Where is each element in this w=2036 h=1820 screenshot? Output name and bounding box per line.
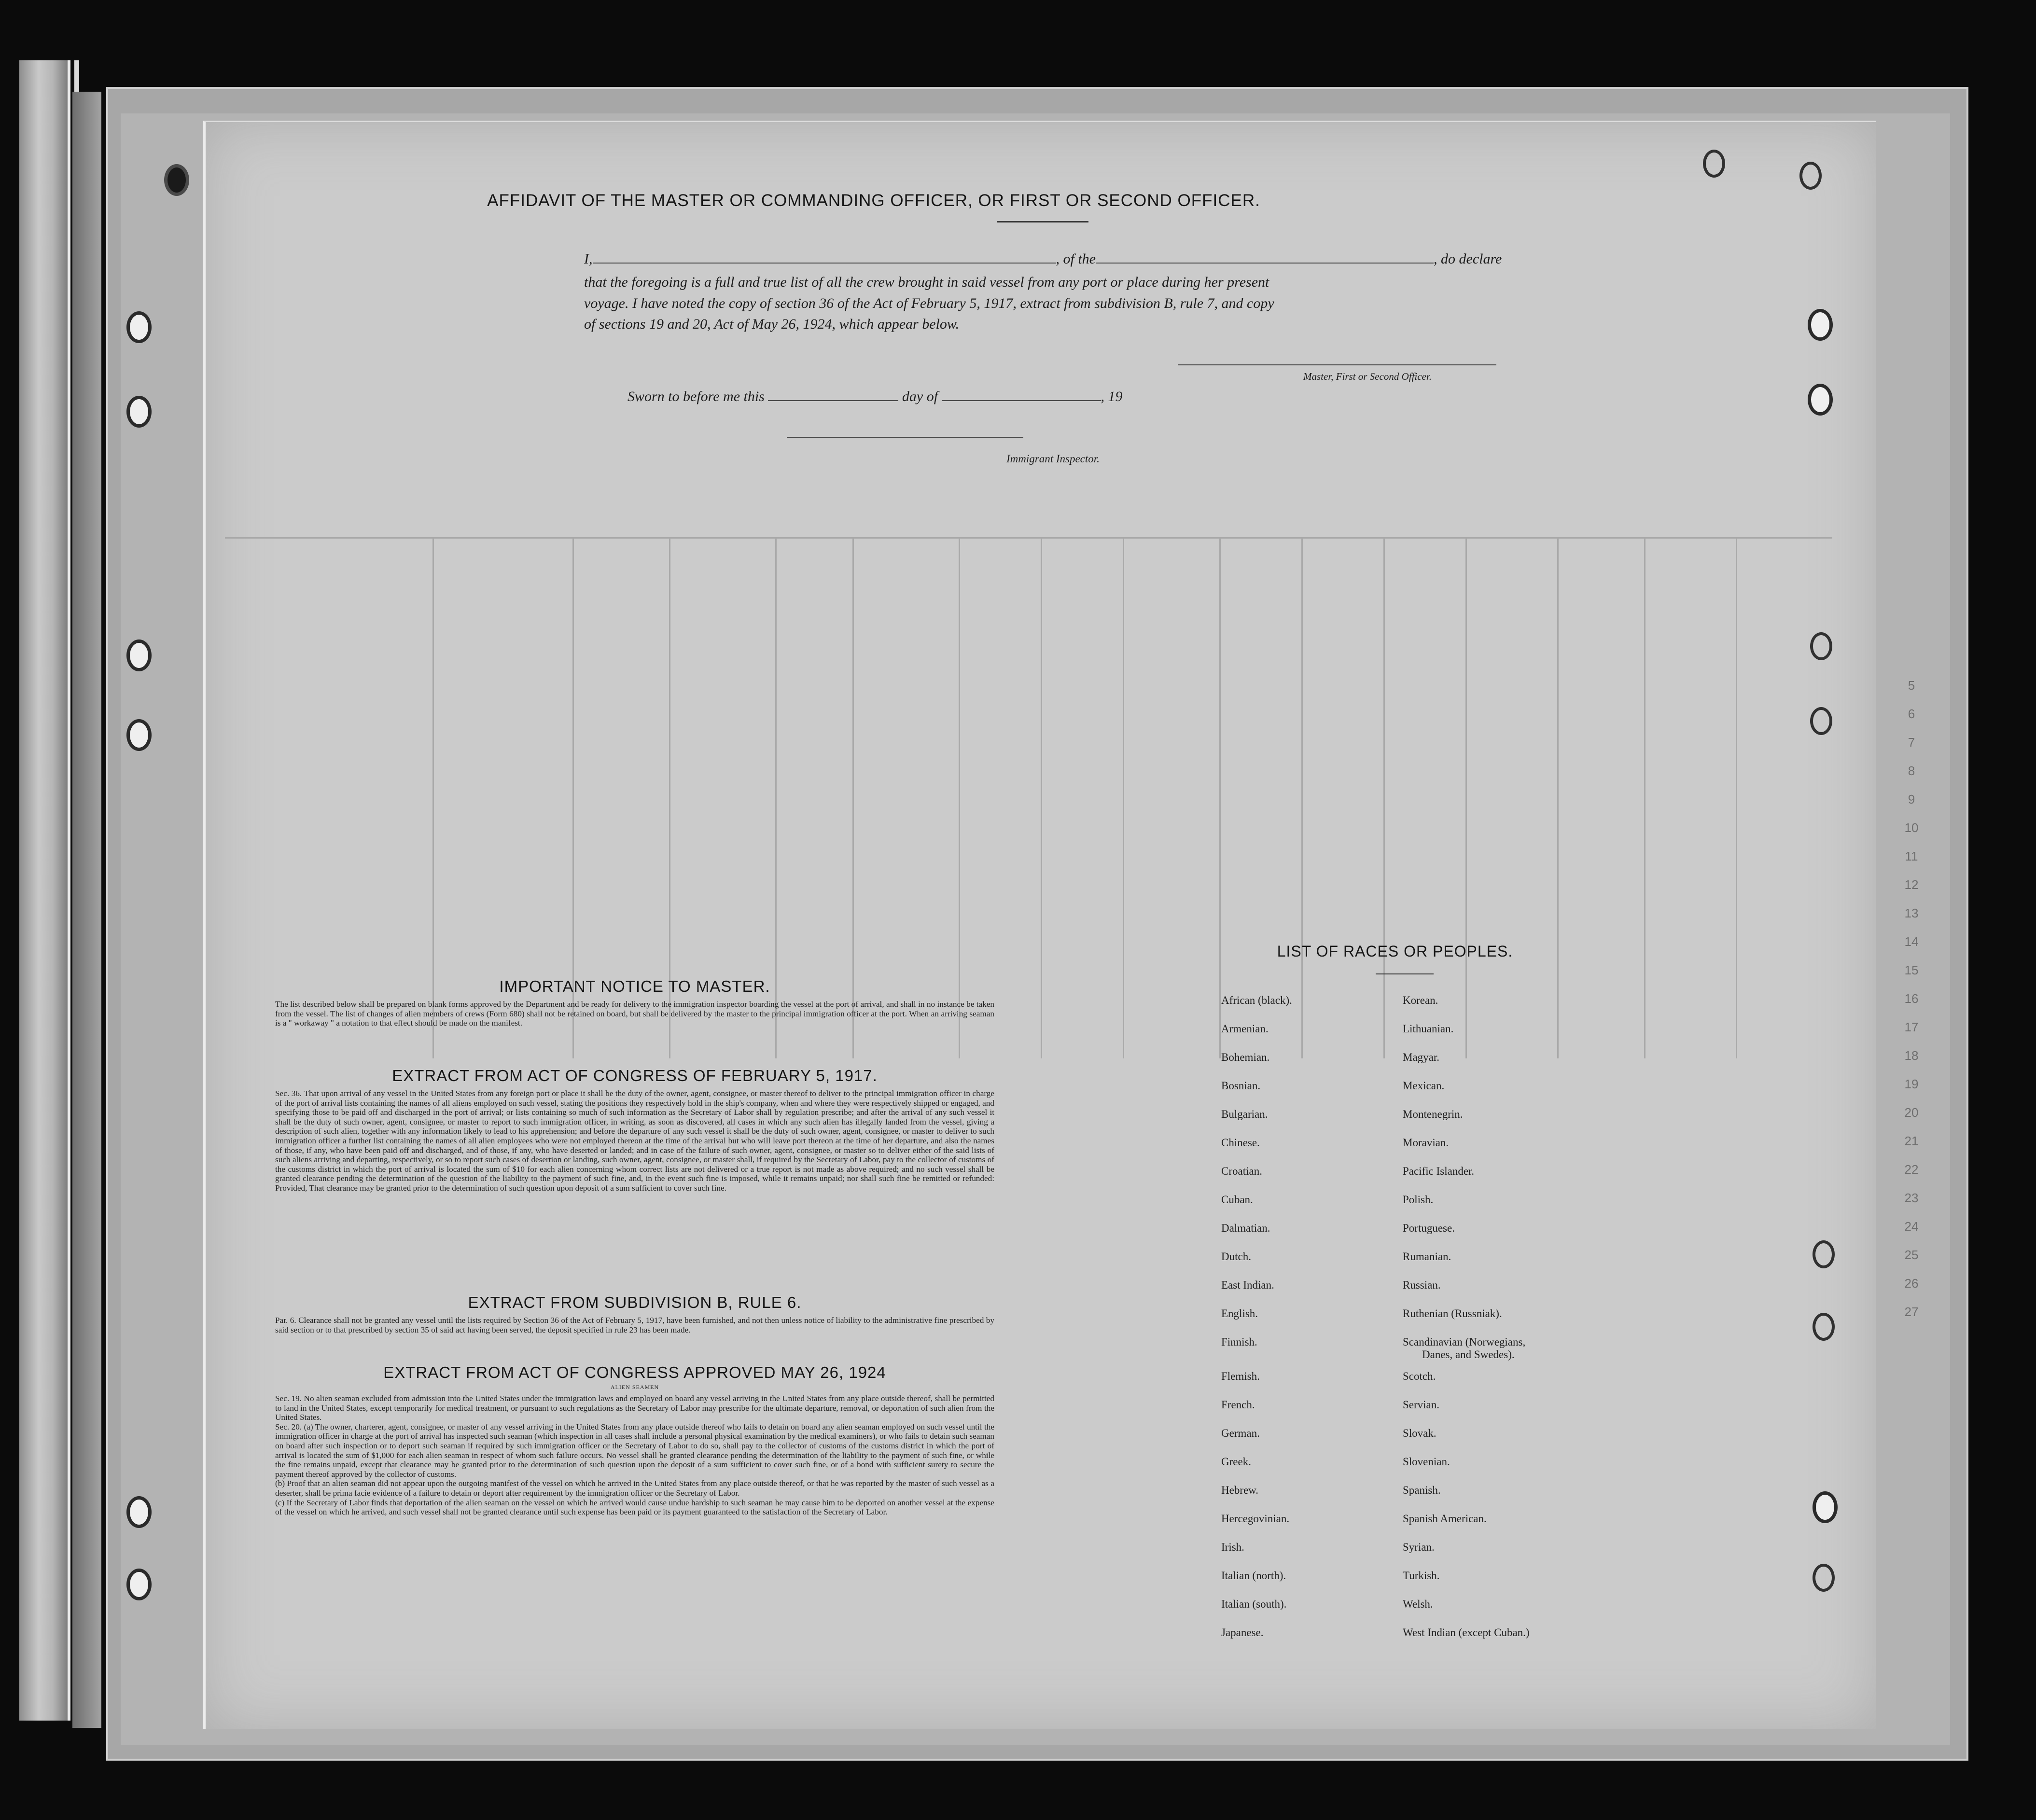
- margin-row-number: 7: [1908, 735, 1915, 750]
- extract-1924-sec19: Sec. 19. No alien seaman excluded from admission into the United States under the immigration laws and employed on board any vessel arriving in the United States from any place outside thereof, shall be permitted to land in the United States, except temporarily for medical treatment, or pursuant to such regulations as the Secretary of Labor may prescribe for the ultimate departure, removal, or deportation of such alien from the United States.: [275, 1394, 994, 1422]
- binder-ring: [1813, 1313, 1835, 1341]
- column-rule: [1219, 537, 1221, 1058]
- binder-hole: [164, 164, 189, 196]
- binder-ring: [1810, 632, 1832, 660]
- race-item: Greek.: [1221, 1456, 1251, 1468]
- extract-1924-subtitle: ALIEN SEAMEN: [610, 1384, 659, 1390]
- extract-1924-section: [275, 1363, 994, 1517]
- races-list-title: LIST OF RACES OR PEOPLES.: [1277, 943, 1513, 960]
- affidavit-title: AFFIDAVIT OF THE MASTER OR COMMANDING OFFICER, OR FIRST OR SECOND OFFICER.: [487, 191, 1260, 210]
- affidavit-line-4: of sections 19 and 20, Act of May 26, 1924, which appear below.: [584, 316, 960, 332]
- race-item: Scandinavian (Norwegians, Danes, and Swedes).: [1403, 1336, 1526, 1361]
- race-item: West Indian (except Cuban.): [1403, 1626, 1530, 1639]
- binder-hole: [1813, 1491, 1838, 1523]
- race-item: Flemish.: [1221, 1370, 1260, 1382]
- race-item: German.: [1221, 1427, 1260, 1439]
- vessel-fill-line[interactable]: [1096, 251, 1434, 264]
- binder-hole: [1808, 309, 1833, 341]
- left-binding-strip: [19, 60, 70, 1721]
- race-item: Hebrew.: [1221, 1484, 1259, 1496]
- column-rule: [1736, 537, 1737, 1058]
- race-item: Hercegovinian.: [1221, 1513, 1290, 1525]
- race-item: Bohemian.: [1221, 1051, 1270, 1063]
- race-item: Dutch.: [1221, 1250, 1251, 1263]
- column-rule: [1644, 537, 1646, 1058]
- column-rule: [1041, 537, 1042, 1058]
- margin-row-number: 18: [1904, 1048, 1919, 1063]
- affidavit-line-3: voyage. I have noted the copy of section 36 of the Act of February 5, 1917, extract from subdivision B, rule 7, and copy: [584, 295, 1274, 311]
- extract-rule6-body: Par. 6. Clearance shall not be granted any vessel until the lists required by Section 36 of the Act of February 5, 1917, have been furnished, and not then unless notice of liability to the administrative fine prescribed by said section or to that prescribed by section 35 of said act having been served, the deposit specified in rule 23 has been made.: [275, 1316, 994, 1334]
- race-item: Bulgarian.: [1221, 1108, 1268, 1120]
- affidavit-i: I,: [584, 251, 593, 267]
- race-item: Russian.: [1403, 1279, 1441, 1291]
- sworn-line: [628, 389, 1123, 405]
- race-item: Scotch.: [1403, 1370, 1436, 1382]
- race-item: Lithuanian.: [1403, 1023, 1454, 1035]
- race-item: African (black).: [1221, 994, 1292, 1006]
- binder-edge: [72, 92, 101, 1728]
- race-item: Montenegrin.: [1403, 1108, 1463, 1120]
- margin-row-number: 17: [1904, 1020, 1919, 1034]
- name-fill-line[interactable]: [593, 251, 1056, 264]
- binder-ring: [1810, 707, 1832, 735]
- race-item: Italian (north).: [1221, 1570, 1286, 1582]
- extract-1917-body: Sec. 36. That upon arrival of any vessel in the United States from any foreign port or place it shall be the duty of the owner, agent, consignee, or master thereof to deliver to the principal immigration officer in charge of the port of arrival lists containing the names of all aliens employed on such vessel, stating the positions they respectively hold in the ship's company, when and where they were respectively shipped or engaged, and specifying those to be paid off and discharged in the port of arrival; or lists containing so much of such information as the Secretary of Labor shall by regulation prescribe; and after the arrival of any such vessel it shall be the duty of such owner, agent, consignee, or master to report to such immigration officer, in writing, as soon as discovered, all cases in which any such alien has illegally landed from the vessel, giving a description of such alien, together with any information likely to lead to his apprehension; and before the departure of any such vessel it shall be the duty of such owner, agent, consignee, or master to deliver to such immigration officer a further list containing the names of all alien employees who were not employed thereon at the time of the arrival but who will leave port thereon at the time of her departure, and also the names of those, if any, who have been paid off and discharged, and of those, if any, who have deserted or landed; and in case of the failure of such owner, agent, consignee, or master so to deliver either of the said lists of such aliens arriving and departing, respectively, or so to report such cases of desertion or landing, such owner, agent, consignee, or master shall, if required by the Secretary of Labor, pay to the collector of customs of the customs district in which the port of arrival is located the sum of $10 for each alien concerning whom correct lists are not delivered or a true report is not made as above required; and no such vessel shall be granted clearance pending the determination of the question of the liability to the payment of such fine, and, in the event such fine is imposed, while it remains unpaid; nor shall such fine be remitted or refunded: Provided, That clearance may be granted prior to the determination of such question upon deposit of a sum sufficient to cover such fine.: [275, 1089, 994, 1193]
- margin-row-number: 11: [1905, 849, 1918, 863]
- margin-row-number: 22: [1904, 1162, 1919, 1177]
- extract-rule6-title: EXTRACT FROM SUBDIVISION B, RULE 6.: [468, 1293, 802, 1311]
- race-item: Irish.: [1221, 1541, 1244, 1553]
- margin-row-number: 14: [1904, 934, 1919, 949]
- binder-ring: [1813, 1240, 1835, 1268]
- race-item: Mexican.: [1403, 1080, 1445, 1092]
- race-item: Dalmatian.: [1221, 1222, 1270, 1234]
- sworn-prefix: Sworn to before me this: [628, 389, 765, 404]
- important-notice-body: The list described below shall be prepared on blank forms approved by the Department and be ready for delivery to the immigration inspector boarding the vessel at the port of arrival, and shall in no instance be taken from the vessel. The list of changes of alien members of crews (Form 680) shall not be retained on board, but shall be delivered by the master to the principal immigration officer at the port. When an arriving seaman is a " workaway " a notation to that effect should be made on the manifest.: [275, 1000, 994, 1028]
- margin-row-number: 10: [1904, 820, 1919, 835]
- race-item: Japanese.: [1221, 1626, 1264, 1639]
- sworn-year: , 19: [1101, 389, 1123, 404]
- margin-row-number: 5: [1908, 678, 1915, 693]
- race-item: Finnish.: [1221, 1336, 1257, 1348]
- race-item: Turkish.: [1403, 1570, 1440, 1582]
- margin-row-number: 6: [1908, 707, 1915, 721]
- race-item: Italian (south).: [1221, 1598, 1287, 1610]
- margin-row-number: 27: [1904, 1305, 1919, 1319]
- extract-1917-title: EXTRACT FROM ACT OF CONGRESS OF FEBRUARY 5, 1917.: [392, 1067, 878, 1084]
- column-rule: [1301, 537, 1303, 1058]
- margin-row-number: 13: [1904, 906, 1919, 920]
- extract-rule6-section: [275, 1293, 994, 1334]
- race-item: Bosnian.: [1221, 1080, 1261, 1092]
- race-item: Pacific Islander.: [1403, 1165, 1475, 1177]
- race-item: Croatian.: [1221, 1165, 1262, 1177]
- margin-row-number: 26: [1904, 1276, 1919, 1291]
- races-title-rule: [1376, 973, 1434, 974]
- binder-hole: [126, 639, 152, 671]
- race-item: Magyar.: [1403, 1051, 1440, 1063]
- race-item-continuation: Danes, and Swedes).: [1422, 1348, 1515, 1361]
- affidavit-line-2: that the foregoing is a full and true list of all the crew brought in said vessel from any port or place during her present: [584, 274, 1269, 290]
- race-item: Armenian.: [1221, 1023, 1269, 1035]
- race-item: Slovenian.: [1403, 1456, 1450, 1468]
- race-item: Moravian.: [1403, 1137, 1449, 1149]
- margin-row-number: 19: [1904, 1077, 1919, 1091]
- race-item: Servian.: [1403, 1399, 1440, 1411]
- affidavit-declaration-line: [584, 251, 1502, 267]
- race-item: Ruthenian (Russniak).: [1403, 1307, 1502, 1320]
- race-item: English.: [1221, 1307, 1258, 1320]
- title-rule: [997, 221, 1088, 222]
- column-rule: [1123, 537, 1124, 1058]
- margin-row-number: 25: [1904, 1248, 1919, 1262]
- race-item: Cuban.: [1221, 1194, 1253, 1206]
- ruled-top-line: [225, 537, 1832, 539]
- inspector-signature-label: Immigrant Inspector.: [1006, 453, 1100, 465]
- important-notice-title: IMPORTANT NOTICE TO MASTER.: [499, 977, 770, 995]
- inspector-signature-line[interactable]: [787, 437, 1023, 438]
- master-signature-line[interactable]: [1178, 364, 1496, 365]
- column-rule: [1557, 537, 1559, 1058]
- race-item: Chinese.: [1221, 1137, 1260, 1149]
- sworn-date-fill-line[interactable]: [768, 389, 898, 401]
- extract-1924-title: EXTRACT FROM ACT OF CONGRESS APPROVED MAY 26, 1924: [383, 1363, 886, 1381]
- column-rule: [1465, 537, 1467, 1058]
- binder-ring: [1703, 150, 1725, 178]
- important-notice-section: [275, 977, 994, 1028]
- binder-hole: [126, 396, 152, 428]
- margin-row-number: 20: [1904, 1105, 1919, 1120]
- race-item: East Indian.: [1221, 1279, 1274, 1291]
- margin-row-number: 23: [1904, 1191, 1919, 1205]
- race-item: Spanish American.: [1403, 1513, 1487, 1525]
- race-item: Spanish.: [1403, 1484, 1441, 1496]
- extract-1924-sec20a: Sec. 20. (a) The owner, charterer, agent, consignee, or master of any vessel arriving in the United States from any place outside thereof who fails to detain on board any alien seaman employed on such vessel until the immigration officer in charge at the port of arrival has inspected such seaman (which inspection in all cases shall include a personal physical examination by the medical examiners), or who fails to detain such seaman on board after such inspection or to deport such seaman if required by such immigration officer or the Secretary of Labor to do so, shall pay to the collector of customs of the customs district in which the port of arrival is located the sum of $1,000 for each alien seaman in respect of whom such failure occurs. No vessel shall be granted clearance pending the determination of the liability to the payment of such fine, or while the fine remains unpaid, except that clearance may be granted prior to the determination of such question upon the deposit of a sum sufficient to cover such fine, or of a bond with sufficient surety to secure the payment thereof approved by the collector of customs.: [275, 1422, 994, 1479]
- master-signature-label: Master, First or Second Officer.: [1303, 371, 1432, 382]
- sworn-day-of: day of: [902, 389, 938, 404]
- binder-hole: [1808, 384, 1833, 416]
- column-rule: [1383, 537, 1385, 1058]
- margin-row-number: 24: [1904, 1219, 1919, 1234]
- affidavit-do-declare: , do declare: [1434, 251, 1502, 267]
- binder-hole: [126, 1496, 152, 1528]
- binder-hole: [126, 1569, 152, 1600]
- margin-row-number: 15: [1904, 963, 1919, 977]
- margin-row-number: 9: [1908, 792, 1915, 806]
- race-item: Syrian.: [1403, 1541, 1435, 1553]
- margin-row-number: 8: [1908, 764, 1915, 778]
- margin-row-number: 12: [1904, 877, 1919, 892]
- binder-hole: [126, 719, 152, 751]
- race-item: Slovak.: [1403, 1427, 1436, 1439]
- race-item: Portuguese.: [1403, 1222, 1455, 1234]
- binder-ring: [1813, 1564, 1835, 1592]
- race-item: Korean.: [1403, 994, 1438, 1006]
- sworn-month-fill-line[interactable]: [942, 389, 1101, 401]
- race-item: Polish.: [1403, 1194, 1434, 1206]
- race-item: French.: [1221, 1399, 1255, 1411]
- affidavit-of-the: , of the: [1056, 251, 1096, 267]
- race-item: Welsh.: [1403, 1598, 1433, 1610]
- race-item: Rumanian.: [1403, 1250, 1451, 1263]
- extract-1924-sec20b: (b) Proof that an alien seaman did not appear upon the outgoing manifest of the vessel on which he arrived in the United States from any place outside thereof, or that he was reported by the master of such vessel as a deserter, shall be prima facie evidence of a failure to detain or deport after requirement by the immigration officer or the Secretary of Labor.: [275, 1479, 994, 1498]
- margin-row-number: 16: [1904, 991, 1919, 1006]
- binder-hole: [126, 311, 152, 343]
- extract-1917-section: [275, 1067, 994, 1193]
- margin-row-number: 21: [1904, 1134, 1919, 1148]
- binder-ring: [1799, 162, 1822, 190]
- extract-1924-sec20c: (c) If the Secretary of Labor finds that deportation of the alien seaman on the vessel on which he arrived would cause undue hardship to such seaman he may cause him to be deported on another vessel at the expense of the vessel on which he arrived, and such vessel shall not be granted clearance until such expense has been paid or its payment guaranteed to the satisfaction of the Secretary of Labor.: [275, 1498, 994, 1517]
